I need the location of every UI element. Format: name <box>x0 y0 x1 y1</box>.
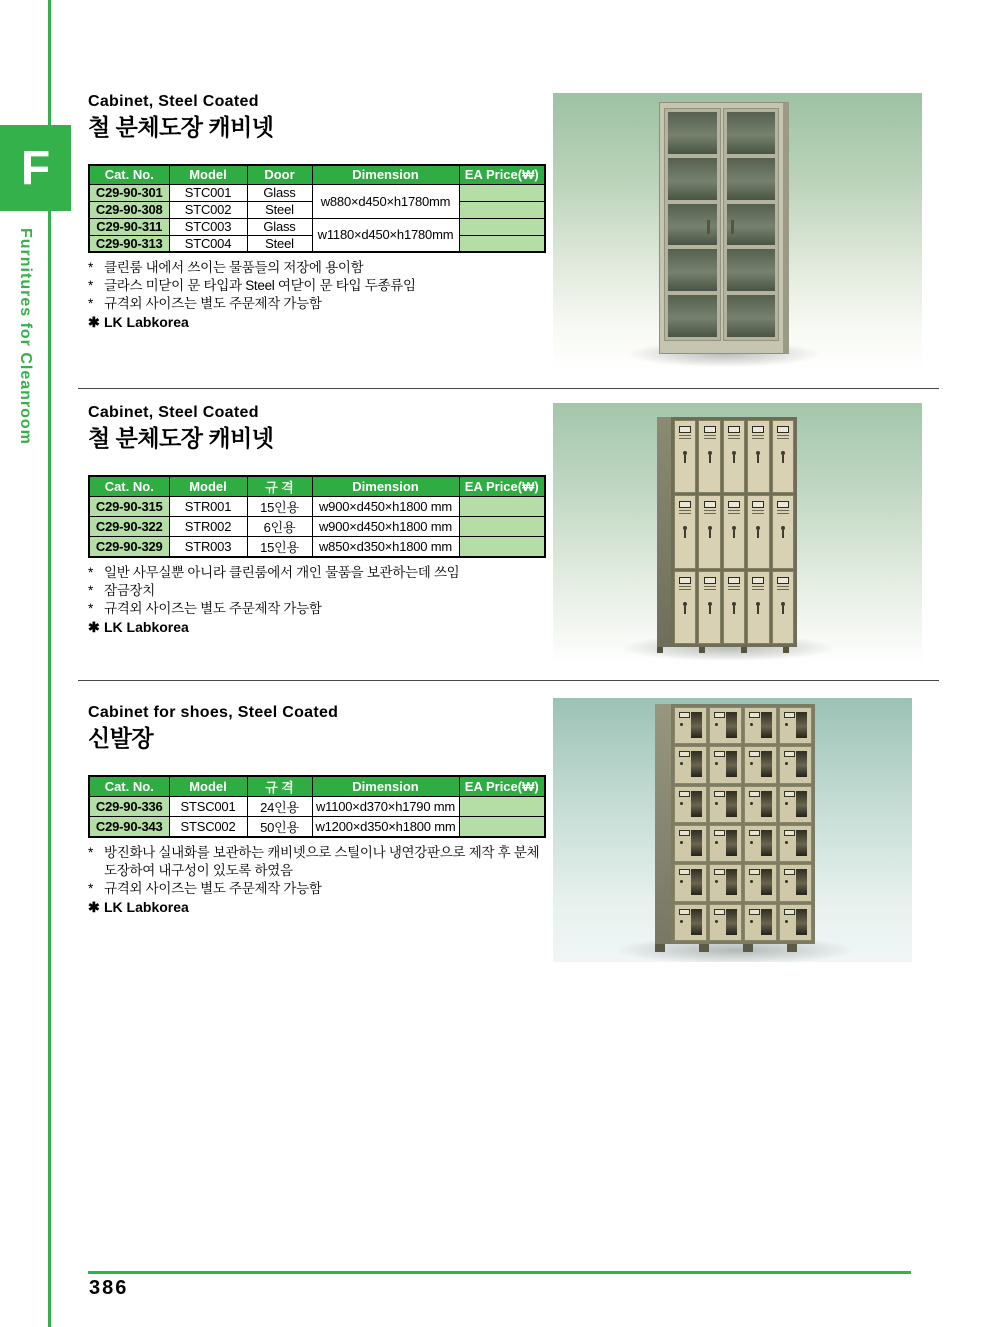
glass-pane <box>727 112 776 154</box>
note-item: * 글라스 미닫이 문 타입과 Steel 여닫이 문 타입 두종류임 <box>88 278 416 293</box>
shoe-compartment-door <box>744 746 777 783</box>
door-window <box>726 712 737 738</box>
nameplate <box>777 501 789 508</box>
vent-lines <box>777 435 789 441</box>
door-window <box>761 712 772 738</box>
table-row <box>89 517 545 537</box>
shoe-compartment-door <box>674 707 707 744</box>
keyhole <box>715 880 718 883</box>
vent-lines <box>752 510 764 516</box>
door-window <box>761 909 772 935</box>
door-window <box>691 791 702 817</box>
section-title-en: Cabinet, Steel Coated <box>88 404 259 421</box>
shoe-cabinet-illustration <box>655 704 815 944</box>
col-header-model: Model <box>169 476 247 497</box>
table-header-row <box>89 776 545 797</box>
locker-door <box>674 495 696 568</box>
door-window <box>761 830 772 856</box>
cell-cat-no: C29-90-313 <box>89 235 169 252</box>
door-window <box>726 791 737 817</box>
shoe-compartment-door <box>744 864 777 901</box>
cell-price <box>459 797 545 817</box>
keyhole <box>750 880 753 883</box>
shoe-cabinet-feet <box>655 944 815 952</box>
col-header-cat-no: Cat. No. <box>89 776 169 797</box>
shoe-compartment-door <box>744 825 777 862</box>
product-photo-locker <box>553 403 922 665</box>
door-window <box>691 909 702 935</box>
door-window <box>796 751 807 777</box>
notes-list <box>88 564 544 636</box>
shoe-compartment-door <box>674 786 707 823</box>
vent-lines <box>752 435 764 441</box>
keyhole <box>750 802 753 805</box>
page-number: 386 <box>89 1277 129 1299</box>
nameplate <box>749 712 760 718</box>
brand-line <box>88 898 544 916</box>
nameplate <box>749 909 760 915</box>
col-header-price: EA Price(₩) <box>459 776 545 797</box>
nameplate <box>784 909 795 915</box>
vent-lines <box>728 435 740 441</box>
product-section-steel-cabinet-1 <box>88 93 544 331</box>
section-divider <box>78 388 939 389</box>
keyhole <box>715 802 718 805</box>
cell-door: Steel <box>247 201 312 218</box>
keyhole <box>680 880 683 883</box>
nameplate <box>714 751 725 757</box>
door-window <box>691 869 702 895</box>
note-item: * 일반 사무실뿐 아니라 클린룸에서 개인 물품을 보관하는데 쓰임 <box>88 565 460 580</box>
product-section-steel-cabinet-2 <box>88 404 544 636</box>
keyhole <box>782 455 784 463</box>
locker-door <box>698 571 720 644</box>
cell-cat-no: C29-90-308 <box>89 201 169 218</box>
keyhole <box>750 841 753 844</box>
keyhole <box>684 606 686 614</box>
shoe-compartment-door <box>709 786 742 823</box>
nameplate <box>777 426 789 433</box>
nameplate <box>679 830 690 836</box>
cell-cat-no: C29-90-301 <box>89 184 169 201</box>
note-asterisk: * <box>88 583 93 598</box>
nameplate <box>749 791 760 797</box>
keyhole <box>757 606 759 614</box>
col-header-door: Door <box>247 165 312 184</box>
table-row <box>89 797 545 817</box>
cell-size: 24인용 <box>247 797 312 817</box>
table-row <box>89 497 545 517</box>
cell-dimension: w850×d350×h1800 mm <box>312 537 459 558</box>
shoe-compartment-door <box>779 864 812 901</box>
cell-dimension: w1180×d450×h1780mm <box>312 218 459 252</box>
footer-rule <box>88 1271 911 1274</box>
product-photo-glass-cabinet <box>553 93 922 372</box>
nameplate <box>777 577 789 584</box>
cell-size: 15인용 <box>247 537 312 558</box>
nameplate <box>679 577 691 584</box>
door-window <box>726 830 737 856</box>
keyhole <box>680 723 683 726</box>
col-header-cat-no: Cat. No. <box>89 165 169 184</box>
locker-door <box>723 420 745 493</box>
section-divider <box>78 680 939 681</box>
note-asterisk: * <box>88 881 93 896</box>
glass-pane <box>668 295 717 337</box>
cell-price <box>459 235 545 252</box>
shoe-compartment-door <box>779 825 812 862</box>
nameplate <box>714 791 725 797</box>
door-window <box>796 791 807 817</box>
cell-price <box>459 537 545 558</box>
nameplate <box>784 712 795 718</box>
locker-door <box>747 420 769 493</box>
keyhole <box>709 455 711 463</box>
shoe-compartment-door <box>709 825 742 862</box>
nameplate <box>728 426 740 433</box>
note-asterisk: * <box>88 278 93 293</box>
vent-lines <box>728 586 740 592</box>
note-item: * 방진화나 실내화를 보관하는 캐비넷으로 스틸이나 냉연강판으로 제작 후 분체도장하여 내구성이 있도록 하였음 <box>88 845 540 878</box>
nameplate <box>679 791 690 797</box>
keyhole <box>750 920 753 923</box>
locker-side-panel <box>657 417 671 647</box>
door-window <box>761 791 772 817</box>
nameplate <box>714 830 725 836</box>
section-title-en: Cabinet for shoes, Steel Coated <box>88 704 339 721</box>
keyhole <box>680 802 683 805</box>
nameplate <box>752 501 764 508</box>
nameplate <box>749 869 760 875</box>
nameplate <box>784 751 795 757</box>
vent-lines <box>752 586 764 592</box>
cell-model: STR003 <box>169 537 247 558</box>
keyhole <box>785 762 788 765</box>
locker-door <box>772 495 794 568</box>
locker-door <box>747 495 769 568</box>
glass-pane <box>668 158 717 200</box>
shoe-compartment-door <box>779 786 812 823</box>
vent-lines <box>777 586 789 592</box>
door-window <box>726 909 737 935</box>
shoe-cabinet-side-panel <box>655 704 671 944</box>
brand-asterisk: ✱ <box>88 314 100 330</box>
keyhole <box>785 802 788 805</box>
keyhole <box>750 762 753 765</box>
section-title-ko: 신발장 <box>88 725 154 751</box>
shoe-compartment-door <box>674 904 707 941</box>
nameplate <box>784 830 795 836</box>
glass-pane <box>668 112 717 154</box>
cell-cat-no: C29-90-336 <box>89 797 169 817</box>
note-asterisk: * <box>88 296 93 311</box>
nameplate <box>679 909 690 915</box>
keyhole <box>715 841 718 844</box>
tab-letter-text: F <box>20 141 51 195</box>
cell-door: Glass <box>247 184 312 201</box>
cell-model: STR002 <box>169 517 247 537</box>
cell-size: 15인용 <box>247 497 312 517</box>
locker-cabinet-illustration <box>657 417 797 647</box>
cell-dimension: w1200×d350×h1800 mm <box>312 817 459 838</box>
cell-model: STC004 <box>169 235 247 252</box>
cell-dimension: w880×d450×h1780mm <box>312 184 459 218</box>
nameplate <box>679 501 691 508</box>
section-title-ko: 철 분체도장 캐비넷 <box>88 114 274 140</box>
cell-model: STC001 <box>169 184 247 201</box>
col-header-size: 규 격 <box>247 776 312 797</box>
cell-model: STSC001 <box>169 797 247 817</box>
nameplate <box>728 501 740 508</box>
col-header-model: Model <box>169 776 247 797</box>
glass-pane <box>727 295 776 337</box>
nameplate <box>679 869 690 875</box>
col-header-price: EA Price(₩) <box>459 476 545 497</box>
cell-price <box>459 817 545 838</box>
door-handle <box>731 220 734 234</box>
col-header-price: EA Price(₩) <box>459 165 545 184</box>
cell-dimension: w900×d450×h1800 mm <box>312 517 459 537</box>
keyhole <box>680 920 683 923</box>
locker-door-grid <box>671 417 797 647</box>
note-item: * 잠금장치 <box>88 583 155 598</box>
keyhole <box>785 723 788 726</box>
cell-cat-no: C29-90-329 <box>89 537 169 558</box>
vent-lines <box>728 510 740 516</box>
keyhole <box>785 841 788 844</box>
door-window <box>726 869 737 895</box>
cell-size: 6인용 <box>247 517 312 537</box>
glass-door-left <box>664 108 721 341</box>
keyhole <box>709 530 711 538</box>
shoe-compartment-door <box>779 707 812 744</box>
cell-dimension: w1100×d370×h1790 mm <box>312 797 459 817</box>
locker-door <box>723 495 745 568</box>
door-window <box>691 830 702 856</box>
door-window <box>796 830 807 856</box>
table-row <box>89 817 545 838</box>
keyhole <box>785 880 788 883</box>
cell-model: STSC002 <box>169 817 247 838</box>
note-item: * 규격외 사이즈는 별도 주문제작 가능함 <box>88 296 322 311</box>
brand-asterisk: ✱ <box>88 619 100 635</box>
note-item: * 규격외 사이즈는 별도 주문제작 가능함 <box>88 601 322 616</box>
nameplate <box>749 830 760 836</box>
door-window <box>761 751 772 777</box>
glass-pane <box>668 249 717 291</box>
locker-door <box>674 420 696 493</box>
keyhole <box>782 606 784 614</box>
cell-model: STC002 <box>169 201 247 218</box>
col-header-dimension: Dimension <box>312 476 459 497</box>
cell-price <box>459 184 545 201</box>
door-window <box>796 869 807 895</box>
door-window <box>796 712 807 738</box>
table-header-row <box>89 165 545 184</box>
keyhole <box>680 841 683 844</box>
keyhole <box>680 762 683 765</box>
keyhole <box>709 606 711 614</box>
shoe-compartment-door <box>744 786 777 823</box>
cell-dimension: w900×d450×h1800 mm <box>312 497 459 517</box>
vent-lines <box>679 586 691 592</box>
door-window <box>691 751 702 777</box>
keyhole <box>757 455 759 463</box>
shoe-door-grid <box>671 704 815 944</box>
shoe-compartment-door <box>709 707 742 744</box>
section-tab-letter <box>0 125 71 211</box>
shoe-compartment-door <box>744 707 777 744</box>
keyhole <box>715 723 718 726</box>
col-header-cat-no: Cat. No. <box>89 476 169 497</box>
table-row <box>89 218 545 235</box>
spec-table <box>88 475 546 558</box>
nameplate <box>752 577 764 584</box>
brand-line <box>88 618 544 636</box>
locker-feet <box>657 647 797 653</box>
cell-cat-no: C29-90-315 <box>89 497 169 517</box>
door-window <box>796 909 807 935</box>
shoe-compartment-door <box>744 904 777 941</box>
nameplate <box>704 577 716 584</box>
shoe-compartment-door <box>674 825 707 862</box>
nameplate <box>704 426 716 433</box>
table-row <box>89 537 545 558</box>
nameplate <box>749 751 760 757</box>
shoe-compartment-door <box>709 746 742 783</box>
note-asterisk: * <box>88 260 93 275</box>
glass-cabinet-illustration <box>659 102 789 354</box>
sidebar-category-title: Furnitures for Cleanroom <box>17 228 34 445</box>
keyhole <box>782 530 784 538</box>
vent-lines <box>679 435 691 441</box>
vent-lines <box>704 586 716 592</box>
locker-door <box>772 420 794 493</box>
cell-model: STR001 <box>169 497 247 517</box>
cell-cat-no: C29-90-343 <box>89 817 169 838</box>
locker-door <box>698 495 720 568</box>
spec-table <box>88 164 546 253</box>
glass-pane <box>727 158 776 200</box>
keyhole <box>785 920 788 923</box>
keyhole <box>715 762 718 765</box>
door-window <box>761 869 772 895</box>
note-asterisk: * <box>88 565 93 580</box>
keyhole <box>684 530 686 538</box>
shoe-compartment-door <box>674 746 707 783</box>
nameplate <box>704 501 716 508</box>
product-photo-shoe-cabinet <box>553 698 912 962</box>
locker-door <box>772 571 794 644</box>
vent-lines <box>777 510 789 516</box>
note-asterisk: * <box>88 845 93 860</box>
nameplate <box>679 751 690 757</box>
col-header-model: Model <box>169 165 247 184</box>
locker-door <box>698 420 720 493</box>
notes-list <box>88 259 544 331</box>
cell-price <box>459 497 545 517</box>
keyhole <box>750 723 753 726</box>
shoe-compartment-door <box>674 864 707 901</box>
col-header-dimension: Dimension <box>312 165 459 184</box>
keyhole <box>684 455 686 463</box>
brand-line <box>88 313 544 331</box>
cell-door: Steel <box>247 235 312 252</box>
nameplate <box>784 791 795 797</box>
table-header-row <box>89 476 545 497</box>
keyhole <box>757 530 759 538</box>
shoe-compartment-door <box>779 746 812 783</box>
shoe-compartment-door <box>779 904 812 941</box>
cell-price <box>459 201 545 218</box>
shoe-compartment-door <box>709 864 742 901</box>
cell-cat-no: C29-90-322 <box>89 517 169 537</box>
spec-table <box>88 775 546 838</box>
door-handle <box>707 220 710 234</box>
locker-door <box>674 571 696 644</box>
shoe-compartment-door <box>709 904 742 941</box>
cell-price <box>459 218 545 235</box>
col-header-dimension: Dimension <box>312 776 459 797</box>
nameplate <box>679 712 690 718</box>
nameplate <box>752 426 764 433</box>
product-section-shoe-cabinet <box>88 704 544 916</box>
vent-lines <box>704 435 716 441</box>
keyhole <box>733 530 735 538</box>
keyhole <box>733 455 735 463</box>
door-window <box>726 751 737 777</box>
brand-name: LK Labkorea <box>104 899 189 915</box>
note-asterisk: * <box>88 601 93 616</box>
col-header-size: 규 격 <box>247 476 312 497</box>
notes-list <box>88 844 544 916</box>
vent-lines <box>679 510 691 516</box>
cell-price <box>459 517 545 537</box>
cell-model: STC003 <box>169 218 247 235</box>
door-window <box>691 712 702 738</box>
section-title-ko: 철 분체도장 캐비넷 <box>88 425 274 451</box>
vent-lines <box>704 510 716 516</box>
cell-door: Glass <box>247 218 312 235</box>
glass-pane <box>727 249 776 291</box>
brand-asterisk: ✱ <box>88 899 100 915</box>
locker-door <box>723 571 745 644</box>
note-item: * 클린룸 내에서 쓰이는 물품들의 저장에 용이함 <box>88 260 364 275</box>
section-title-en: Cabinet, Steel Coated <box>88 93 259 110</box>
cell-size: 50인용 <box>247 817 312 838</box>
nameplate <box>714 909 725 915</box>
keyhole <box>733 606 735 614</box>
nameplate <box>714 712 725 718</box>
cell-cat-no: C29-90-311 <box>89 218 169 235</box>
nameplate <box>784 869 795 875</box>
keyhole <box>715 920 718 923</box>
locker-door <box>747 571 769 644</box>
table-row <box>89 184 545 201</box>
nameplate <box>679 426 691 433</box>
note-item: * 규격외 사이즈는 별도 주문제작 가능함 <box>88 881 322 896</box>
brand-name: LK Labkorea <box>104 619 189 635</box>
brand-name: LK Labkorea <box>104 314 189 330</box>
nameplate <box>728 577 740 584</box>
nameplate <box>714 869 725 875</box>
